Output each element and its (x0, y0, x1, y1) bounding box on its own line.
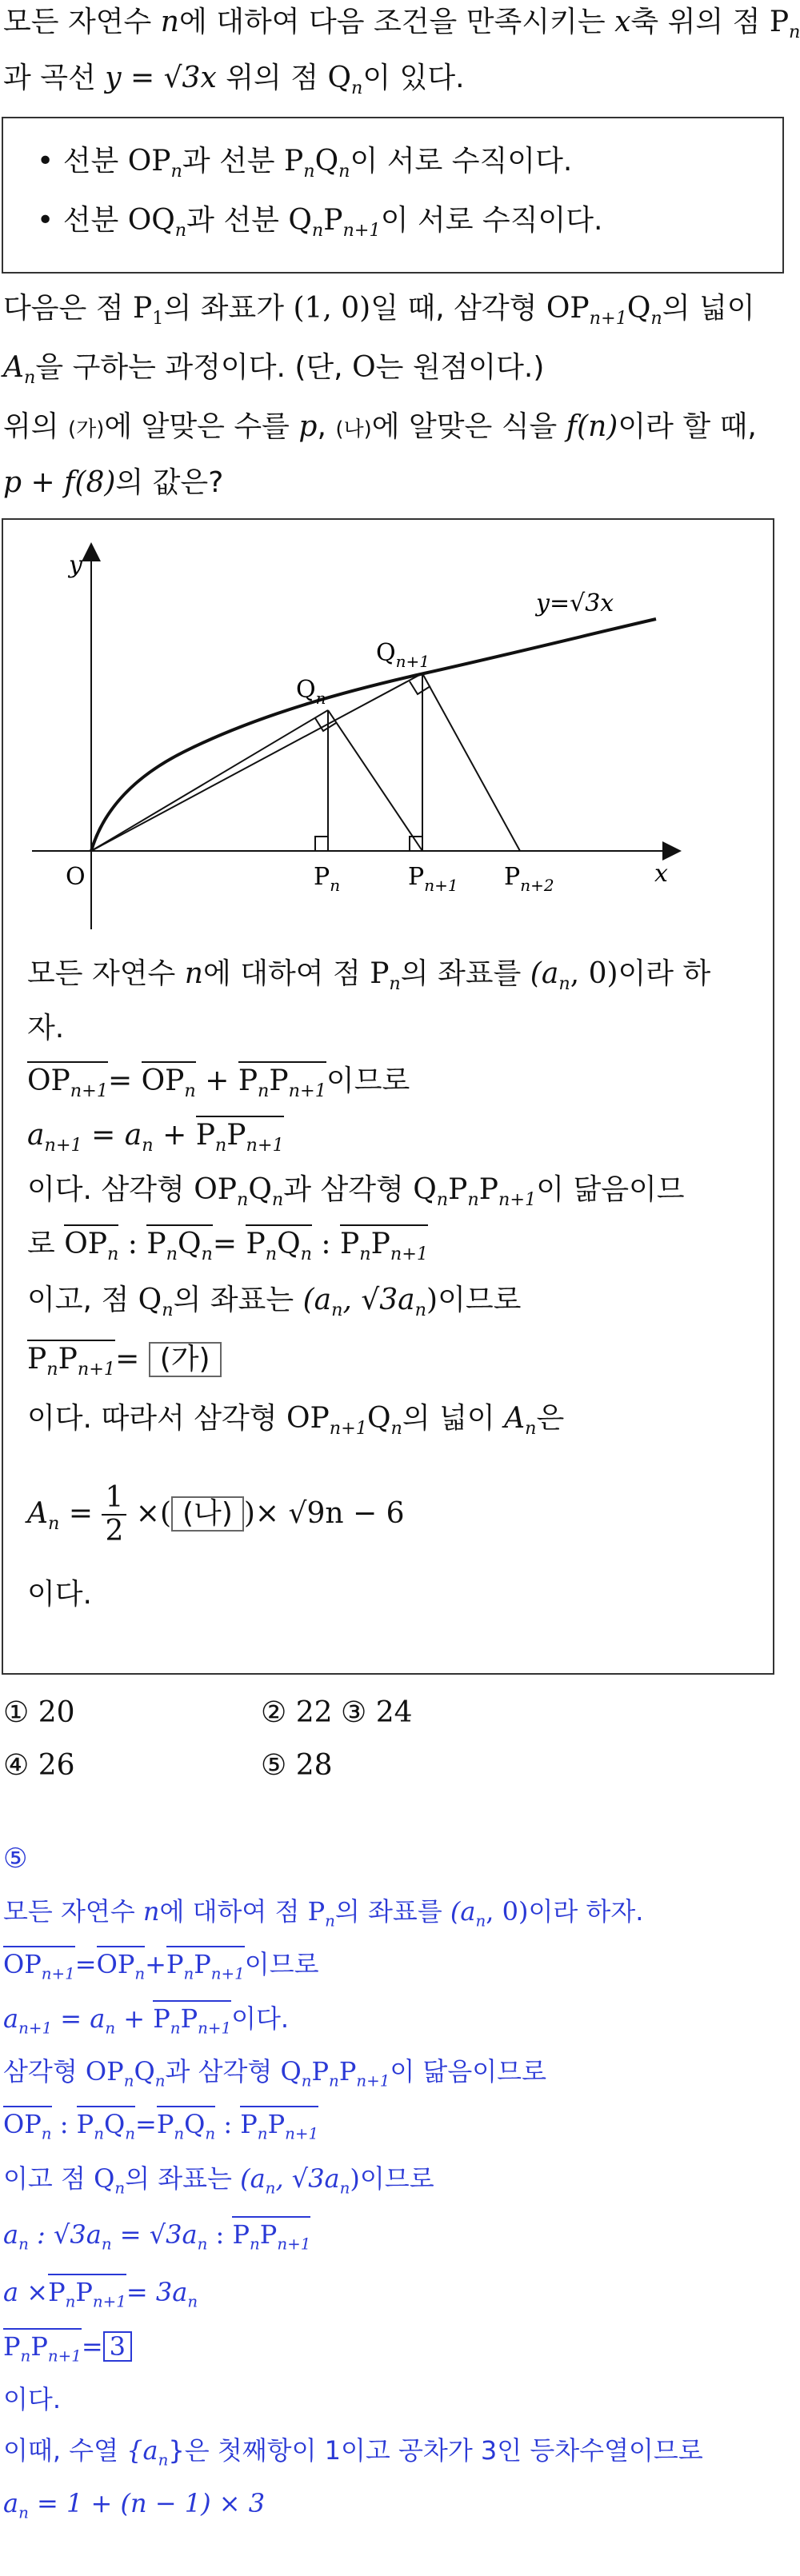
answer-line-3: $a_{n+1} = a_n + P_nP_{n+1}$이다. (3, 1999, 289, 2047)
problem-line-3: 다음은 점 $P_1$의 좌표가 (1, 0)일 때, 삼각형 $OP_{n+1}Q_n$의 넓이 (3, 292, 755, 329)
sol-line-4: $a_{n+1} = a_n + P_nP_{n+1}$ (27, 1116, 284, 1164)
answer-line-7: $a_n$ : $√3a_n = √3a_n$ : $P_nP_{n+1}$ (3, 2215, 310, 2263)
origin-label: O (66, 863, 86, 891)
graph-figure (24, 536, 712, 952)
problem-line-4: $A_n$을 구하는 과정이다. (단, O는 원점이다.) (3, 351, 545, 389)
label-Pn2: $P_{n+2}$ (504, 863, 554, 895)
problem-line-5: 위의 (가)에 알맞은 수를 p, (나)에 알맞은 식을 f(n)이라 할 때, (3, 410, 757, 443)
fraction-half: $\frac{1}{2}$ (102, 1482, 126, 1548)
label-Pn: $P_n$ (314, 863, 341, 895)
answer-line-4: 삼각형 $OP_nQ_n$과 삼각형 $Q_nP_nP_{n+1}$이 닮음이므로 (3, 2056, 546, 2091)
sol-line-11: 이다. (27, 1578, 92, 1611)
choice-1[interactable]: ① 20 (3, 1696, 75, 1729)
problem-line-6: p + f(8)의 값은? (3, 466, 224, 499)
answer-ga-box: 3 (103, 2331, 132, 2362)
sol-line-2: 자. (27, 1012, 65, 1044)
answer-line-12: $a_n = 1 + (n - 1) \times 3$ (3, 2488, 266, 2522)
choice-5[interactable]: ⑤ 28 (261, 1749, 333, 1782)
sol-line-10: $A_n$ = $\frac{1}{2}$ ×( (나) )× √9n − 6 (27, 1481, 405, 1548)
sol-line-3: $OP_{n+1}= OP_n + P_nP_{n+1}$이므로 (27, 1062, 410, 1110)
curve-label: y=√3x (536, 589, 614, 617)
problem-line-1: 모든 자연수 n에 대하여 다음 조건을 만족시키는 x축 위의 점 $P_n$ (3, 6, 800, 43)
blank-na: (나) (171, 1496, 244, 1532)
answer-line-9: $P_nP_{n+1}= 3$ (3, 2327, 132, 2375)
label-Pn1: $P_{n+1}$ (408, 863, 458, 895)
y-axis-label: y (69, 551, 82, 579)
answer-line-5: $OP_n$ : $P_nQ_n=P_nQ_n$ : $P_nP_{n+1}$ (3, 2105, 318, 2153)
answer-line-11: 이때, 수열 $\{a_n\}$은 첫째항이 1이고 공차가 3인 등차수열이므로 (3, 2435, 703, 2470)
answer-line-8: $a \times P_nP_{n+1}= 3a_n$ (3, 2273, 198, 2321)
x-axis-label: x (654, 860, 668, 888)
sol-line-5: 이다. 삼각형 $OP_nQ_n$과 삼각형 $Q_nP_nP_{n+1}$이 닮음이므 (27, 1173, 685, 1211)
answer-mark: ⑤ (3, 1843, 28, 1875)
choice-2[interactable]: ② 22 (261, 1696, 333, 1729)
condition-box (2, 117, 784, 274)
choice-4[interactable]: ④ 26 (3, 1749, 75, 1782)
answer-line-6: 이고 점 $Q_n$의 좌표는 ($a_n$, $√3a_n$)이므로 (3, 2163, 434, 2198)
sol-line-1: 모든 자연수 n에 대하여 점 $P_n$의 좌표를 ($a_n$, 0)이라 하 (27, 957, 711, 995)
answer-line-2: $OP_{n+1}=OP_n+P_nP_{n+1}$이므로 (3, 1945, 319, 1993)
sol-line-9: 이다. 따라서 삼각형 $OP_{n+1}Q_n$의 넓이 $A_n$은 (27, 1402, 565, 1440)
curve (91, 619, 656, 851)
sol-line-8: $P_nP_{n+1}=$ (가) (27, 1340, 222, 1388)
blank-ga: (가) (149, 1342, 222, 1377)
problem-line-2: 과 곡선 y = √3x 위의 점 $Q_n$이 있다. (3, 62, 465, 99)
label-Qn1: $Q_{n+1}$ (376, 639, 430, 671)
choice-3[interactable]: ③ 24 (341, 1696, 413, 1729)
answer-line-10: 이다. (3, 2384, 61, 2414)
sol-line-7: 이고, 점 $Q_n$의 좌표는 ($a_n$, $√3a_n$)이므로 (27, 1284, 522, 1321)
condition-2: • 선분 $OQ_n$과 선분 $Q_nP_{n+1}$이 서로 수직이다. (37, 204, 603, 242)
sol-line-6: 로 $OP_n$ : $P_nQ_n= P_nQ_n$ : $P_nP_{n+1}$ (27, 1225, 428, 1273)
answer-line-1: 모든 자연수 n에 대하여 점 $P_n$의 좌표를 ($a_n$, 0)이라 하자. (3, 1896, 644, 1931)
label-Qn: $Q_n$ (296, 676, 326, 708)
condition-1: • 선분 $OP_n$과 선분 $P_nQ_n$이 서로 수직이다. (37, 145, 573, 182)
